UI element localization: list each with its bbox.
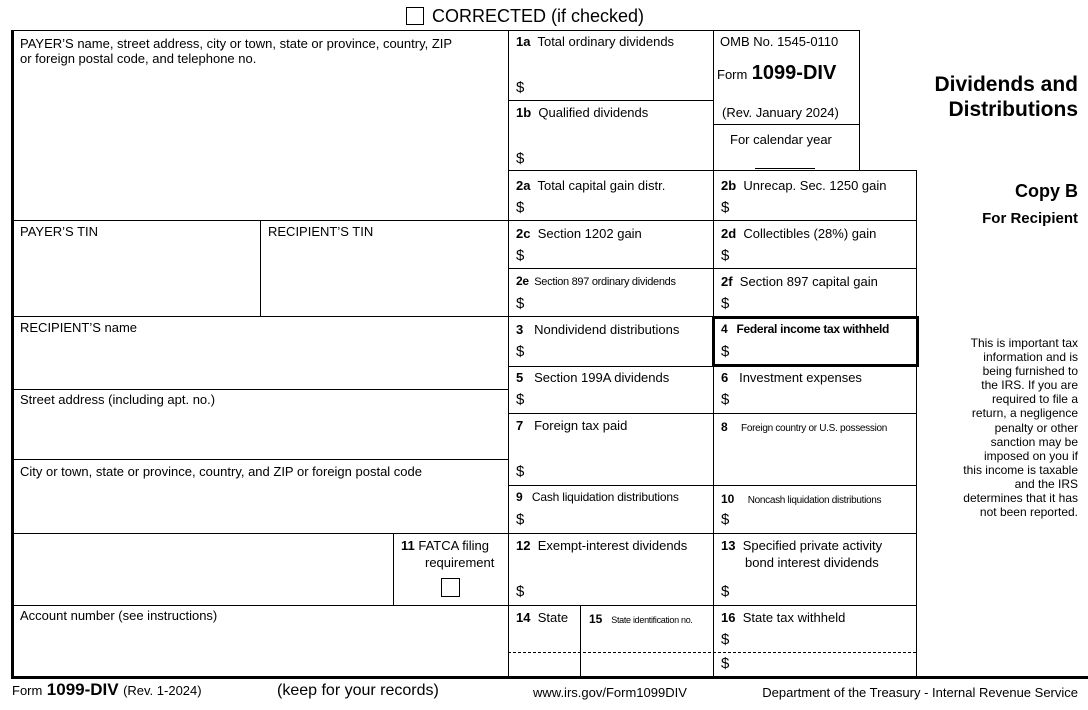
box10-field[interactable]: [735, 510, 913, 530]
box12-field[interactable]: [530, 582, 710, 602]
box2f-dollar: $: [721, 295, 730, 312]
form-title: [934, 72, 1078, 122]
corrected-label: CORRECTED (if checked): [432, 6, 645, 26]
box3-text: Nondividend distributions: [534, 322, 680, 337]
city-field[interactable]: [14, 480, 506, 531]
box4-border-left: [712, 316, 715, 367]
box14-text: State: [537, 610, 569, 625]
footer-revision: (Rev. 1-2024): [123, 683, 202, 698]
recipient-tin-label: RECIPIENT’S TIN: [268, 224, 374, 239]
box12-dollar: $: [516, 583, 525, 600]
box7-num: 7: [516, 418, 524, 433]
row-line-street: [11, 459, 508, 460]
box1a-num: 1a: [516, 34, 531, 49]
box4-dollar: $: [721, 343, 730, 360]
box2d-dollar: $: [721, 247, 730, 264]
box12-label: [516, 538, 687, 553]
col-divider-c: [916, 170, 917, 677]
row-dash-state: [508, 652, 916, 653]
box10-text: Noncash liquidation distributions: [747, 495, 882, 506]
box4-text: Federal income tax withheld: [736, 322, 890, 336]
footer-form-name: 1099-DIV: [46, 680, 119, 699]
box15-num: 15: [589, 612, 603, 626]
omb-form-prefix: Form: [717, 67, 748, 82]
footer-form-prefix: Form: [12, 683, 43, 698]
box16-field-2[interactable]: [735, 654, 913, 674]
box2d-field[interactable]: [735, 246, 913, 266]
box13-field[interactable]: [735, 582, 913, 602]
box16-label: [721, 610, 845, 625]
box3-field[interactable]: [530, 342, 710, 362]
box2a-field[interactable]: [530, 198, 710, 218]
form-title-line1: Dividends and: [934, 73, 1078, 96]
box1a-field[interactable]: [530, 78, 710, 98]
box11-label-line2: requirement: [425, 555, 495, 570]
notice-line: This is important tax: [970, 336, 1078, 350]
box5-label: [516, 370, 669, 385]
box2f-text: Section 897 capital gain: [739, 274, 878, 289]
street-address-field[interactable]: [14, 408, 506, 457]
account-number-field[interactable]: [14, 624, 506, 674]
box12-text: Exempt-interest dividends: [537, 538, 688, 553]
box10-num: 10: [721, 492, 735, 506]
row-line-2c: [508, 268, 916, 269]
box4-num: 4: [721, 322, 728, 336]
box9-field[interactable]: [530, 510, 710, 530]
box2b-label: [721, 178, 887, 193]
calendar-year-underline: [755, 168, 815, 169]
box5-field[interactable]: [530, 390, 710, 410]
box6-field[interactable]: [735, 390, 913, 410]
box2a-text: Total capital gain distr.: [537, 178, 666, 193]
box16-dollar-2: $: [721, 655, 730, 672]
box1b-dollar: $: [516, 150, 525, 167]
box13-label-line1: [721, 538, 882, 553]
box14-num: 14: [516, 610, 531, 625]
col-divider-a: [508, 30, 509, 677]
box2e-text: Section 897 ordinary dividends: [534, 276, 676, 288]
box2f-field[interactable]: [735, 294, 913, 314]
box16-dollar-1: $: [721, 631, 730, 648]
notice-line: imposed on you if: [983, 448, 1078, 463]
box2a-label: [516, 178, 665, 193]
city-label: City or town, state or province, country, and ZIP or foreign postal code: [20, 464, 422, 479]
notice-line: not been reported.: [979, 505, 1078, 520]
payer-name-label-line2: or foreign postal code, and telephone no.: [20, 51, 257, 66]
state-divider: [580, 605, 581, 677]
box8-num: 8: [721, 420, 728, 434]
box8-text: Foreign country or U.S. possession: [741, 423, 888, 434]
box2a-num: 2a: [516, 178, 531, 193]
omb-number: OMB No. 1545-0110: [720, 34, 839, 49]
box1b-text: Qualified dividends: [538, 105, 649, 120]
blank-left-field: [14, 536, 391, 603]
box6-text: Investment expenses: [739, 370, 862, 385]
row-line-9: [508, 533, 916, 534]
box14-label: [516, 610, 568, 625]
box7-field[interactable]: [530, 462, 710, 482]
recipient-notice: [918, 336, 1078, 519]
box13-label-line2: bond interest dividends: [745, 555, 879, 570]
notice-line: this income is taxable: [963, 462, 1078, 477]
box15-label: [589, 610, 693, 628]
notice-line: penalty or other: [994, 420, 1078, 435]
row-line-7: [508, 485, 916, 486]
box13-text1: Specified private activity: [742, 538, 883, 553]
row-line-1b: [508, 170, 916, 171]
row-line-5: [508, 413, 916, 414]
box7-text: Foreign tax paid: [534, 418, 628, 433]
form-top-border: [11, 30, 859, 31]
box16-num: 16: [721, 610, 736, 625]
box7-label: [516, 418, 627, 433]
recipient-tin-field[interactable]: [262, 240, 506, 314]
box9-num: 9: [516, 490, 523, 504]
row-line-2a: [508, 220, 916, 221]
box2b-text: Unrecap. Sec. 1250 gain: [743, 178, 887, 193]
box8-label: [721, 418, 887, 436]
footer-url[interactable]: www.irs.gov/Form1099DIV: [533, 685, 687, 700]
box4-border-bottom: [712, 364, 919, 367]
form-bottom-border: [11, 676, 1088, 679]
box11-num: 11: [401, 538, 415, 553]
box1a-dollar: $: [516, 79, 525, 96]
box16-text: State tax withheld: [742, 610, 846, 625]
box10-label: [721, 490, 881, 508]
box15-field-1[interactable]: [583, 628, 711, 650]
payer-name-label-line1: PAYER’S name, street address, city or town, state or province, country, ZIP: [20, 36, 453, 51]
box12-num: 12: [516, 538, 531, 553]
box2e-num: 2e: [516, 274, 529, 288]
box1a-label: [516, 34, 674, 49]
calendar-year-label: For calendar year: [730, 132, 832, 147]
box6-num: 6: [721, 370, 729, 385]
box3-dollar: $: [516, 343, 525, 360]
box6-dollar: $: [721, 391, 730, 408]
box2e-field[interactable]: [530, 294, 710, 314]
footer-department: Department of the Treasury - Internal Revenue Service: [762, 685, 1078, 700]
box15-text: State identification no.: [611, 615, 693, 625]
box2e-dollar: $: [516, 295, 525, 312]
box3-label: [516, 322, 679, 337]
box1b-label: [516, 105, 648, 120]
box4-label: [721, 322, 889, 336]
box2c-dollar: $: [516, 247, 525, 264]
box14-field-1[interactable]: [511, 628, 578, 650]
account-number-label: Account number (see instructions): [20, 608, 218, 623]
notice-line: information and is: [983, 350, 1078, 365]
box2f-num: 2f: [721, 274, 733, 289]
notice-line: being furnished to: [982, 364, 1078, 379]
box5-dollar: $: [516, 391, 525, 408]
fatca-checkbox[interactable]: [441, 578, 460, 597]
box2b-dollar: $: [721, 199, 730, 216]
box11-label-text1: FATCA filing: [418, 538, 489, 553]
copy-title: Copy B: [1015, 181, 1078, 201]
payer-tin-field[interactable]: [14, 240, 258, 314]
box13-dollar: $: [721, 583, 730, 600]
box5-num: 5: [516, 370, 524, 385]
box10-dollar: $: [721, 511, 730, 528]
box9-label: [516, 490, 679, 504]
box15-field-2[interactable]: [583, 654, 711, 674]
box1b-field[interactable]: [530, 149, 710, 169]
omb-line-rev: [713, 124, 859, 125]
copy-subtitle: For Recipient: [982, 210, 1078, 227]
box2f-label: [721, 274, 878, 289]
footer-keep: (keep for your records): [277, 682, 439, 699]
box9-text: Cash liquidation distributions: [531, 490, 679, 504]
row-line-name: [11, 389, 508, 390]
box2b-field[interactable]: [735, 198, 913, 218]
box14-field-2[interactable]: [511, 654, 578, 674]
row-line-city: [11, 533, 508, 534]
notice-line: required to file a: [991, 392, 1078, 407]
box2d-label: [721, 226, 876, 241]
recipient-name-field[interactable]: [14, 336, 506, 387]
box2c-field[interactable]: [530, 246, 710, 266]
row-line-3: [508, 366, 713, 367]
street-address-label: Street address (including apt. no.): [20, 392, 216, 407]
notice-line: and the IRS: [1014, 476, 1078, 491]
row-line-tin: [11, 316, 508, 317]
box7-dollar: $: [516, 463, 525, 480]
recipient-name-label: RECIPIENT’S name: [20, 320, 138, 335]
box9-dollar: $: [516, 511, 525, 528]
payer-tin-label: PAYER’S TIN: [20, 224, 99, 239]
row-line-1a: [508, 100, 713, 101]
box1b-num: 1b: [516, 105, 532, 120]
box8-field[interactable]: [716, 436, 913, 483]
col-divider-omb: [859, 30, 860, 170]
calendar-year-field[interactable]: [755, 150, 815, 167]
notice-line: the IRS. If you are: [981, 378, 1078, 393]
box1a-text: Total ordinary dividends: [537, 34, 675, 49]
footer-form-id: [12, 680, 202, 700]
box4-border-top: [712, 316, 919, 319]
box13-num: 13: [721, 538, 736, 553]
box5-text: Section 199A dividends: [534, 370, 670, 385]
fatca-divider: [393, 533, 394, 605]
box2b-num: 2b: [721, 178, 737, 193]
notice-line: sanction may be: [990, 434, 1078, 449]
notice-line: return, a negligence: [971, 406, 1078, 421]
box6-label: [721, 370, 862, 385]
tin-divider: [260, 220, 261, 316]
box2d-num: 2d: [721, 226, 737, 241]
box2c-num: 2c: [516, 226, 531, 241]
box11-label-line1: [401, 538, 489, 553]
form-title-line2: Distributions: [948, 98, 1078, 121]
box4-field[interactable]: [735, 342, 913, 362]
corrected-checkbox[interactable]: [406, 7, 424, 25]
omb-revision: (Rev. January 2024): [722, 105, 839, 120]
row-line-12: [508, 605, 916, 606]
box2a-dollar: $: [516, 199, 525, 216]
omb-form-name: 1099-DIV: [751, 62, 837, 84]
box16-field-1[interactable]: [735, 630, 913, 650]
box2c-text: Section 1202 gain: [537, 226, 642, 241]
box2d-text: Collectibles (28%) gain: [743, 226, 877, 241]
box2c-label: [516, 226, 642, 241]
row-line-fatca: [11, 605, 508, 606]
box2e-label: [516, 275, 676, 289]
payer-name-field[interactable]: [14, 68, 506, 218]
notice-line: determines that it has: [963, 491, 1078, 506]
omb-form-title: [717, 62, 836, 85]
box3-num: 3: [516, 322, 524, 337]
